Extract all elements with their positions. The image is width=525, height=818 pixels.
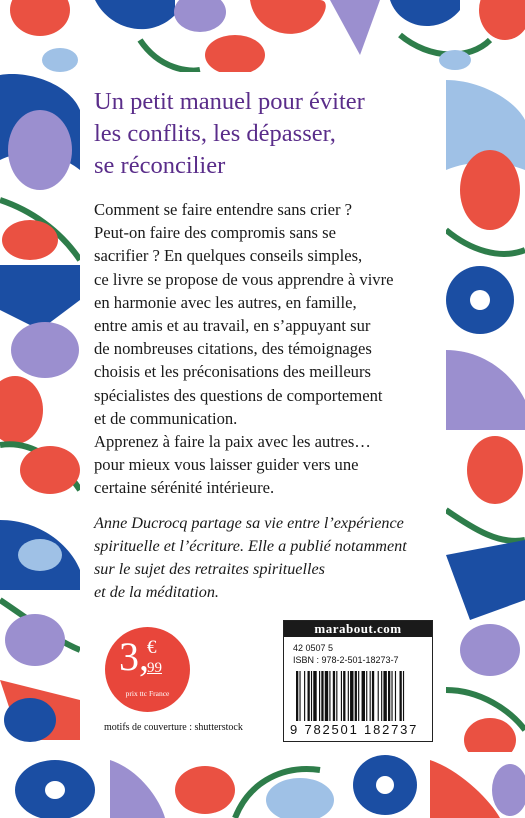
barcode-bar [362, 671, 365, 721]
barcode-bar [296, 671, 298, 721]
blurb-line: Comment se faire entendre sans crier ? [94, 200, 353, 219]
barcode-bar [333, 671, 335, 721]
product-code: 42 0507 5 [293, 643, 334, 653]
blurb-line: sacrifier ? En quelques conseils simples, [94, 246, 363, 266]
barcode-bar [370, 671, 371, 721]
price-note: prix ttc France [125, 689, 170, 698]
barcode-bar [381, 671, 382, 721]
price-badge [105, 627, 190, 712]
barcode-bar [388, 671, 390, 721]
publisher-label: marabout.com [284, 621, 432, 637]
price-currency: € [147, 637, 157, 658]
barcode-bar [299, 671, 300, 721]
barcode-bar [355, 671, 357, 721]
barcode-bar [329, 671, 330, 721]
barcode-bar [403, 671, 404, 721]
barcode-bar [336, 671, 337, 721]
barcode-bar [391, 671, 392, 721]
blurb-line: choisis et les préconisations des meilleurs [94, 362, 371, 382]
headline-line: les conflits, les dépasser, [94, 120, 336, 147]
barcode-bar [378, 671, 379, 721]
author-bio [94, 512, 442, 604]
price-cents: 99 [147, 660, 162, 676]
barcode-bar [348, 671, 349, 721]
barcode-bar [350, 671, 353, 721]
barcode-bar [358, 671, 359, 721]
barcode-bar [366, 671, 367, 721]
blurb-line: en harmonie avec les autres, en famille, [94, 292, 357, 312]
blurb-line: spécialistes des questions de comportement [94, 385, 383, 405]
blurb-line: Peut-on faire des compromis sans se [94, 223, 336, 243]
bio-line: et de la méditation. [94, 583, 219, 601]
barcode-bar [308, 671, 310, 721]
barcode-bar [341, 671, 342, 721]
barcode-bar [383, 671, 386, 721]
barcode-bar [400, 671, 402, 721]
barcode-bar [372, 671, 374, 721]
barcode-bar [321, 671, 323, 721]
barcode-bar [343, 671, 345, 721]
headline-line: se réconcilier [94, 152, 226, 179]
headline-line: Un petit manuel pour éviter [94, 88, 365, 115]
bio-line: spirituelle et l’écriture. Elle a publié notamment [94, 537, 407, 555]
blurb-line: et de communication. [94, 408, 238, 428]
blurb-line: entre amis et au travail, en s’appuyant sur [94, 316, 371, 336]
barcode-digits: 9 782501 182737 [290, 722, 419, 737]
blurb-line: certaine sérénité intérieure. [94, 478, 275, 498]
blurb-paragraph [94, 198, 442, 500]
bio-line: Anne Ducrocq partage sa vie entre l’expérience [94, 514, 404, 532]
barcode-box [283, 620, 433, 742]
barcode-bar [395, 671, 396, 721]
blurb-line: ce livre se propose de vous apprendre à vivre [94, 269, 394, 289]
barcode-bar [319, 671, 320, 721]
cover-headline [94, 86, 434, 182]
price-main: 3, [119, 634, 149, 679]
cover-credit: motifs de couverture : shutterstock [104, 722, 243, 733]
blurb-line: Apprenez à faire la paix avec les autres… [94, 432, 371, 452]
blurb-line: pour mieux vous laisser guider vers une [94, 455, 359, 475]
barcode-bar [313, 671, 316, 721]
isbn-label: ISBN : 978-2-501-18273-7 [293, 655, 399, 665]
barcode-bar [325, 671, 328, 721]
blurb-line: de nombreuses citations, des témoignages [94, 339, 372, 359]
barcode-bar [304, 671, 305, 721]
bio-line: sur le sujet des retraites spirituelles [94, 560, 325, 578]
barcode-bar [311, 671, 312, 721]
